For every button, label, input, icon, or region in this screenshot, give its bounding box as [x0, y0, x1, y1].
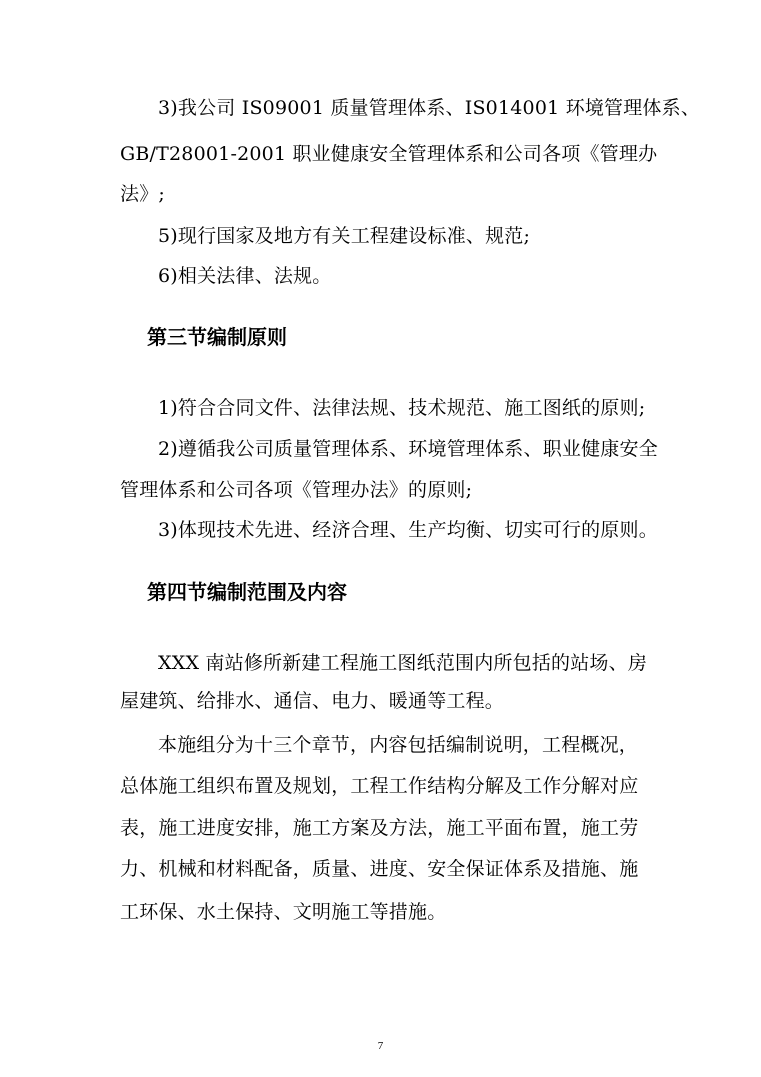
paragraph-line: GB/T28001-2001 职业健康安全管理体系和公司各项《管理办	[120, 143, 658, 165]
paragraph-line: 3)我公司 IS09001 质量管理体系、IS014001 环境管理体系、	[158, 97, 701, 119]
paragraph-line: 力、机械和材料配备，质量、进度、安全保证体系及措施、施	[120, 858, 639, 880]
section-heading: 第三节编制原则	[147, 325, 287, 349]
paragraph-line: 工环保、水土保持、文明施工等措施。	[120, 901, 447, 923]
paragraph-line: 屋建筑、给排水、通信、电力、暖通等工程。	[120, 690, 505, 712]
section-heading: 第四节编制范围及内容	[147, 580, 347, 604]
paragraph-line: 6)相关法律、法规。	[158, 265, 332, 287]
paragraph-line: 1)符合合同文件、法律法规、技术规范、施工图纸的原则;	[158, 397, 646, 419]
paragraph-line: 表，施工进度安排，施工方案及方法，施工平面布置，施工劳	[120, 817, 639, 839]
page-number: 7	[377, 1040, 384, 1052]
paragraph-line: 2)遵循我公司质量管理体系、环境管理体系、职业健康安全	[158, 438, 658, 460]
paragraph-line: 管理体系和公司各项《管理办法》的原则;	[120, 479, 473, 501]
paragraph-line: XXX 南站修所新建工程施工图纸范围内所包括的站场、房	[158, 652, 648, 674]
paragraph-line: 总体施工组织布置及规划，工程工作结构分解及工作分解对应	[120, 775, 639, 797]
paragraph-line: 3)体现技术先进、经济合理、生产均衡、切实可行的原则。	[158, 519, 658, 541]
paragraph-line: 法》;	[120, 183, 166, 205]
paragraph-line: 本施组分为十三个章节，内容包括编制说明，工程概况，	[158, 734, 639, 756]
paragraph-line: 5)现行国家及地方有关工程建设标准、规范;	[158, 225, 531, 247]
